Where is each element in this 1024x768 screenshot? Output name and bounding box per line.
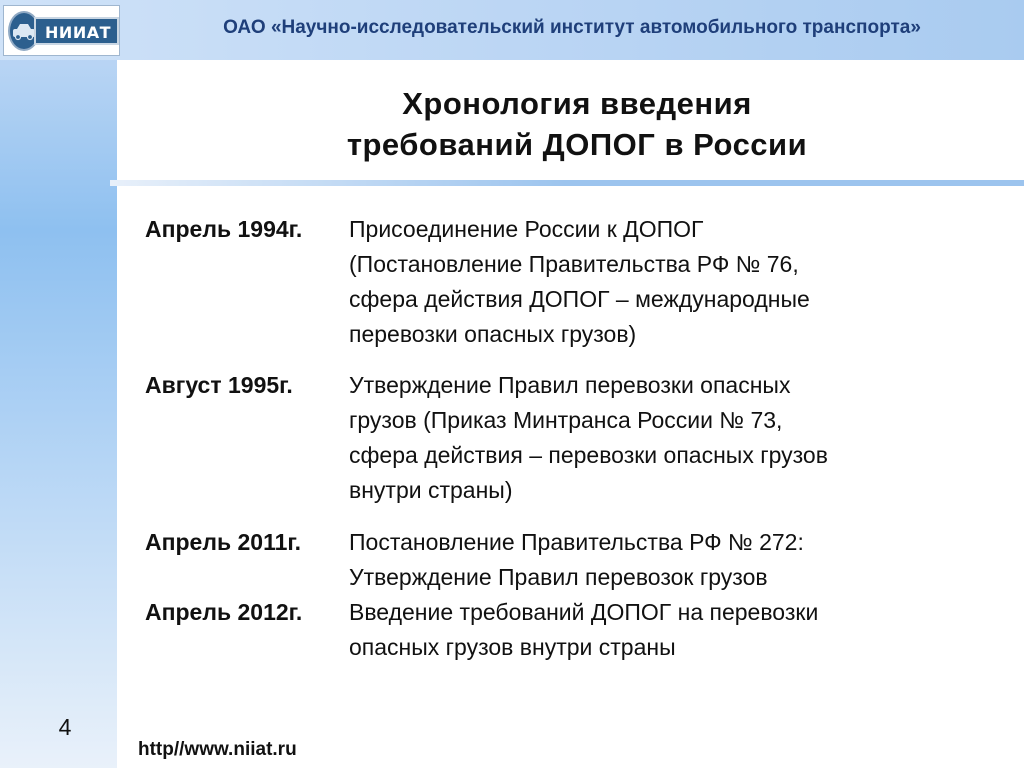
entry-description: [349, 212, 965, 352]
organization-name: ОАО «Научно-исследовательский институт автомобильного транспорта»: [223, 17, 921, 38]
entry-line: (Постановление Правительства РФ № 76,: [349, 251, 799, 277]
niiat-logo: [3, 5, 120, 56]
title-divider: [110, 180, 1024, 186]
entry-line: сфера действия ДОПОГ – международные: [349, 286, 810, 312]
website-link[interactable]: http//www.niiat.ru: [138, 739, 297, 760]
entry-description: [349, 368, 965, 508]
entry-line: грузов (Приказ Минтранса России № 73,: [349, 407, 783, 433]
timeline-list: [145, 212, 965, 665]
entry-date: Апрель 2011г.: [145, 529, 302, 555]
page-number: 4: [58, 714, 72, 740]
entry-line: Постановление Правительства РФ № 272:: [349, 529, 804, 555]
timeline-entry: [145, 525, 965, 595]
entry-description: [349, 525, 965, 595]
title-line-1: Хронология введения: [402, 86, 752, 121]
entry-description: [349, 595, 965, 665]
slide-title: [117, 83, 1024, 165]
timeline-entry: [145, 595, 965, 665]
entry-line: Утверждение Правил перевозки опасных: [349, 372, 791, 398]
entry-line: Утверждение Правил перевозок грузов: [349, 564, 768, 590]
timeline-entry: [145, 368, 965, 508]
entry-date: Апрель 1994г.: [145, 216, 303, 242]
logo-text: НИИАТ: [34, 17, 119, 45]
entry-date: Август 1995г.: [145, 372, 293, 398]
entry-line: перевозки опасных грузов): [349, 321, 637, 347]
entry-line: Введение требований ДОПОГ на перевозки: [349, 599, 819, 625]
title-line-2: требований ДОПОГ в России: [346, 127, 808, 162]
entry-line: сфера действия – перевозки опасных грузов: [349, 442, 828, 468]
entry-line: внутри страны): [349, 477, 513, 503]
timeline-entry: [145, 212, 965, 352]
left-decorative-band: [0, 0, 117, 768]
entry-line: Присоединение России к ДОПОГ: [349, 216, 704, 242]
entry-date: Апрель 2012г.: [145, 599, 303, 625]
entry-line: опасных грузов внутри страны: [349, 634, 676, 660]
